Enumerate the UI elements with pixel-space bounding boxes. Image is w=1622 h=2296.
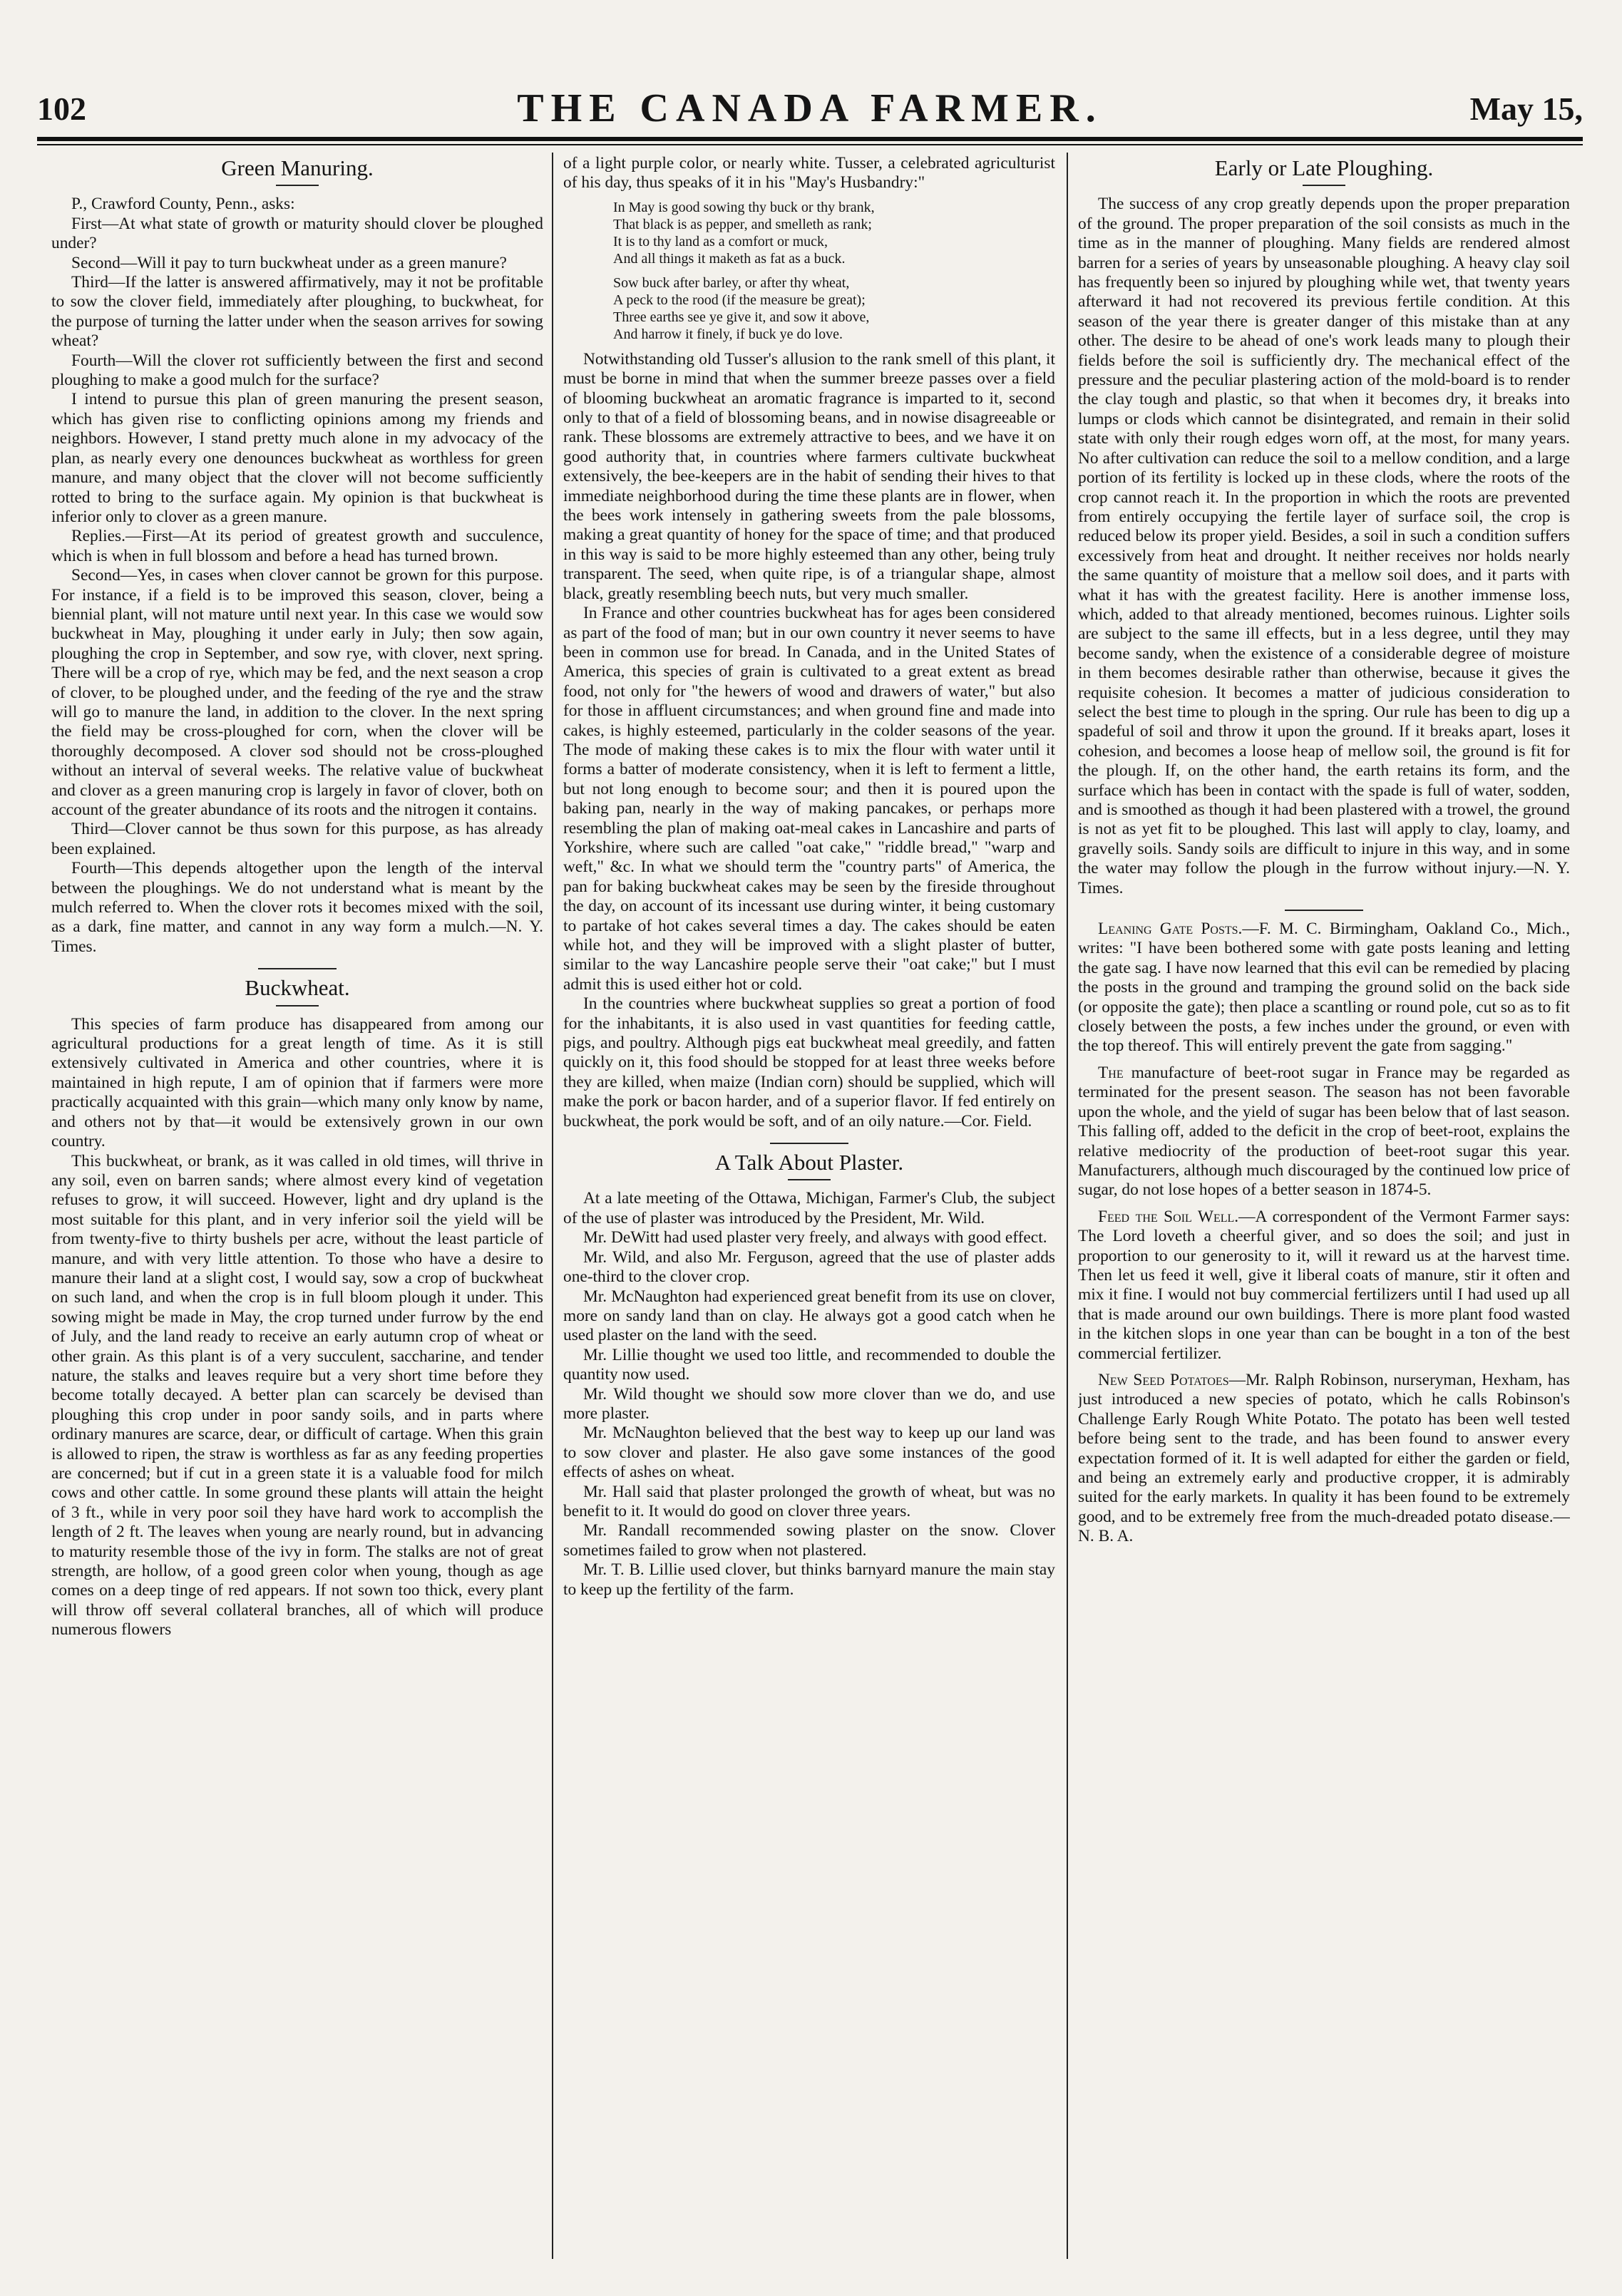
article-paragraph: Mr. McNaughton believed that the best way to keep up our land was to sow clover and plaster. He also gave some instances of the good effects of ashes on wheat. xyxy=(563,1424,1055,1482)
article-paragraph: This species of farm produce has disappeared from among our agricultural productions for a great length of time. As it is still extensively cultivated in America and other countries, where it is maintained in high repute, I am of opinion that if farmers were more practically acquainted with this grain—which many only know by name, and others not by that—it would be extensively grown in our own country. xyxy=(51,1014,543,1151)
heading-rule xyxy=(788,1179,831,1180)
article-paragraph: Mr. Hall said that plaster prolonged the growth of wheat, but was no benefit to it. It would do good on clover three years. xyxy=(563,1482,1055,1520)
news-item xyxy=(1078,1371,1570,1547)
article-paragraph: Replies.—First—At its period of greatest growth and succulence, which is when in full blossom and before a head has turned brown. xyxy=(51,527,543,565)
newspaper-title: THE CANADA FARMER. xyxy=(517,86,1103,130)
poem-line: Three earths see ye give it, and sow it above, xyxy=(613,309,870,325)
item-body: —A correspondent of the Vermont Farmer says: The Lord loveth a cheerful giver, and so does the soil; and just in proportion to our generosity to it, will it reward us at the harvest time. Then let us feed it well, give it liberal coats of manure, stir it often and mix it fine. I would not buy commercial fertilizers until I had used up all that is made around our own buildings. There is more plant food wasted in the kitchen slops in one year than can be bought in a ton of the best commercial fertilizer. xyxy=(1078,1207,1570,1363)
item-body: manufacture of beet-root sugar in France may be regarded as terminated for the present season. The season has not been favorable upon the whole, and the yield of sugar has been below that of last season. This falling off, added to the deficit in the crop of beet-root, explains the relative mediocrity of the production of beet-root sugar this year. Manufacturers, although much discouraged by the continued low price of sugar, do not lose hopes of a better season in 1874-5. xyxy=(1078,1063,1570,1200)
article-paragraph: Mr. Lillie thought we used too little, and recommended to double the quantity now used. xyxy=(563,1345,1055,1384)
article-paragraph: Fourth—This depends altogether upon the length of the interval between the ploughings. We do not understand what is meant by the mulch referred to. When the clover rots it becomes mixed with the soil, as a dark, fine matter, and cannot in any way form a mulch.—N. Y. Times. xyxy=(51,859,543,956)
article-paragraph: At a late meeting of the Ottawa, Michigan, Farmer's Club, the subject of the use of plaster was introduced by the President, Mr. Wild. xyxy=(563,1189,1055,1227)
article-paragraph: This buckwheat, or brank, as it was called in old times, will thrive in any soil, even on barren sands; where almost every kind of vegetation refuses to grow, it will succeed. However, light and dry upland is the most suitable for this plant, and in very inferior soil the yield will be from twenty-five to thirty bushels per acre, without the least particle of manure, and with very little attention. To those who have a desire to manure their land at a slight cost, I would say, sow a crop of buckwheat on such land, and when the crop is in full bloom plough it under. This sowing might be made in May, the crop turned under furrow by the end of July, and the land ready to receive an early autumn crop of wheat or other grain. As this plant is of a very succulent, saccharine, and tender nature, the stalks and leaves require but a very short time before they become totally decayed. A better plan can scarcely be devised than ploughing this crop under in poor sandy soils, and in parts where ordinary manures are scarce, dear, or difficult of cartage. When this grain is allowed to ripen, the straw is worthless as far as any feeding properties are concerned; but if cut in a green state it is a valuable food for milch cows and other cattle. In some ground these plants will attain the height of 3 ft., while in very poor soil they have hard work to accomplish the length of 2 ft. The leaves when young are nearly round, but in advancing to maturity resemble those of the ivy in form. The stalks are not of great strength, are hollow, of a good green color when young, though as age comes on a deep tinge of red appears. If not sown too thick, every plant will throw off several collateral branches, all of which will produce numerous flowers xyxy=(51,1151,543,1639)
article-paragraph: Second—Yes, in cases when clover cannot be grown for this purpose. For instance, if a field is to be improved this season, clover, being a biennial plant, will not mature until next year. In this case we would sow buckwheat in May, ploughing it under early in July; then sow again, ploughing the crop in September, and sow rye, with clover, next spring. There will be a crop of rye, which may be fed, and the next season a crop of clover, to be ploughed under, and the feeding of the rye and the straw will go to manure the land, in addition to the clover. In the next spring the field may be cross-ploughed for corn, when the clover will be thoroughly decomposed. A clover sod should not be cross-ploughed without an interval of several weeks. The relative value of buckwheat and clover as a green manuring crop is largely in favor of clover, both on account of the greater abundance of its roots and the nitrogen it contains. xyxy=(51,566,543,819)
item-lead: Feed the Soil Well. xyxy=(1098,1207,1239,1226)
article-paragraph: Mr. Wild thought we should sow more clover than we do, and use more plaster. xyxy=(563,1384,1055,1423)
article-paragraph: The success of any crop greatly depends upon the proper preparation of the ground. The proper preparation of the soil consists as much in the time as in the manner of ploughing. Many fields are rendered almost barren for a series of years by unseasonable ploughing. A heavy clay soil has frequently been so injured by ploughing while wet, that twenty years afterward it had not recovered its previous fertile condition. At this season of the year there is greater danger of this mistake than at any other. The desire to be ahead of one's work leads many to plough their fields before the soil is sufficiently dry. The mechanical effect of the pressure and the peculiar plastering action of the mold-board is to render the clay tough and plastic, so that when it becomes dry, it breaks into lumps or clods which cannot be disintegrated, and remain in their solid state with only their rough edges worn off, at the most, for many years. No after cultivation can reduce the soil to a mellow condition, and a large portion of its fertility is locked up in these clods, where the roots of the crop cannot reach it. In the proportion in which the roots are prevented from entirely occupying the fertile layer of surface soil, the crop is reduced below its proper yield. Besides, a soil in such a condition suffers excessively from heat and drought. It neither receives nor holds nearly the same quantity of moisture that a mellow soil does, and it parts with what it has with the greatest facility. Here is another immense loss, which, added to that already mentioned, becomes ruinous. Lighter soils are subject to the same ill effects, but in a less degree, until they may become sandy, when the existence of a considerable degree of moisture in them becomes desirable rather than otherwise, because it gives the requisite cohesion. It becomes a matter of judicious consideration to select the best time to plough in the spring. Our rule has been to dig up a spadeful of soil and throw it upon the ground. If it breaks apart, loses it cohesion, and becomes a loose heap of mellow soil, the ground is fit for the plough. If, on the other hand, the earth retains its form, and the surface which has been in contact with the spade is full of water, sodden, and is smoothed as though it had been plastered with a trowel, the ground is not as yet fit to be ploughed. This last will apply to clay, loamy, and gravelly soils. Sandy soils are difficult to injure in this way, and in some the water may follow the plough in the furrow without injury.—N. Y. Times. xyxy=(1078,195,1570,897)
heading-rule xyxy=(1303,185,1345,186)
item-lead: New Seed Potatoes xyxy=(1098,1370,1229,1389)
article-heading-ploughing: Early or Late Ploughing. xyxy=(1214,155,1434,180)
page-number: 102 xyxy=(37,91,86,127)
column-2 xyxy=(563,154,1055,2264)
article-paragraph: Fourth—Will the clover rot sufficiently between the first and second ploughing to make a good mulch for the surface? xyxy=(51,351,543,390)
article-divider xyxy=(258,968,337,969)
poem-line: That black is as pepper, and smelleth as rank; xyxy=(613,216,872,232)
poem-line: It is to thy land as a comfort or muck, xyxy=(613,233,828,249)
heading-rule xyxy=(276,185,319,186)
article-heading-buckwheat: Buckwheat. xyxy=(245,975,350,1001)
poem-quote xyxy=(613,199,1055,343)
article-paragraph: P., Crawford County, Penn., asks: xyxy=(71,195,295,214)
item-body: —F. M. C. Birmingham, Oakland Co., Mich., writes: "I have been bothered some with gate posts leaning and letting the gate sag. I have now learned that this evil can be remedied by placing the posts in the ground and tramping the ground solid on the back side (or opposite the gate); then place a scantling or round pole, cut so as to fit closely between the posts, a few inches under the ground, or even with the top thereof. This will entirely prevent the gate from sagging." xyxy=(1078,920,1570,1056)
article-paragraph: First—At what state of growth or maturity should clover be ploughed under? xyxy=(51,214,543,253)
article-paragraph: In France and other countries buckwheat has for ages been considered as part of the food of man; but in our own country it never seems to have been in common use for bread. In Canada, and in the United States of America, this species of grain is cultivated to a great extent as bread food, not only for "the hewers of wood and drawers of water," but also for those in affluent circumstances; and when ground fine and made into cakes, is highly esteemed, particularly in the colder seasons of the year. The mode of making these cakes is to mix the flour with water until it forms a batter of moderate consistency, when it is left to ferment a little, but not long enough to become sour; and then it is poured upon the baking pan, nearly in the way of making pancakes, or perhaps more resembling the plan of making oat-meal cakes in Lancashire and parts of Yorkshire, where such are called "oat cake," "riddle bread," "warp and weft," &c. In what we should term the "country parts" of America, the pan for baking buckwheat cakes may be seen by the fireside throughout the day, on account of its incessant use during winter, it being customary to partake of hot cakes several times a day. The cakes should be eaten while hot, and they will be improved with a slight plaster of butter, similar to the way Lancashire people serve their "oat cake;" but I must admit this is used either hot or cold. xyxy=(563,604,1055,994)
poem-line: In May is good sowing thy buck or thy brank, xyxy=(613,199,875,215)
article-paragraph: Third—Clover cannot be thus sown for this purpose, as has already been explained. xyxy=(51,820,543,858)
header-rule-thick xyxy=(37,137,1583,141)
article-paragraph: I intend to pursue this plan of green manuring the present season, which has given rise to conflicting opinions among my friends and neighbors. However, I stand pretty much alone in my advocacy of the plan, as nearly every one denounces buckwheat as worthless for green manure, and many object that the clover will not become sufficiently rotted to bring to the surface again. My opinion is that buckwheat is inferior only to clover as a green manure. xyxy=(51,390,543,526)
poem-line: And harrow it finely, if buck ye do love. xyxy=(613,326,843,342)
item-lead: The xyxy=(1098,1063,1124,1082)
issue-date: May 15, xyxy=(1469,91,1583,127)
article-divider xyxy=(1285,910,1363,911)
column-divider xyxy=(1067,153,1068,2259)
article-paragraph: Mr. DeWitt had used plaster very freely, and always with good effect. xyxy=(583,1228,1047,1247)
article-paragraph: Mr. McNaughton had experienced great benefit from its use on clover, more on sandy land than on clay. He always got a good catch when he used plaster on the land with the seed. xyxy=(563,1287,1055,1345)
article-divider xyxy=(770,1143,848,1144)
article-paragraph: of a light purple color, or nearly white. Tusser, a celebrated agriculturist of his day, thus speaks of it in his "May's Husbandry:" xyxy=(563,154,1055,192)
poem-line: A peck to the rood (if the measure be great); xyxy=(613,292,866,308)
news-item xyxy=(1078,1208,1570,1364)
article-paragraph: Notwithstanding old Tusser's allusion to the rank smell of this plant, it must be borne in mind that when the summer breeze passes over a field of blooming buckwheat an aromatic fragrance is imparted to it, second only to that of a field of blossoming beans, and in nowise disagreeable or rank. These blossoms are extremely attractive to bees, and we have it on good authority that, in countries where farmers cultivate buckwheat extensively, the bee-keepers are in the habit of sending their hives to that immediate neighborhood during the time these plants are in flower, when the bees work intensely in gathering sweets from the pale blossoms, making a great quantity of honey for the space of time; and that produced in this way is said to be more highly esteemed than any other, being truly transparent. The seed, when quite ripe, is of a triangular shape, almost black, greatly resembling beech nuts, but very much smaller. xyxy=(563,349,1055,603)
item-lead: Leaning Gate Posts. xyxy=(1098,920,1243,939)
article-paragraph: Mr. T. B. Lillie used clover, but thinks barnyard manure the main stay to keep up the fertility of the farm. xyxy=(563,1560,1055,1599)
header-rule-thin xyxy=(37,144,1583,145)
article-paragraph: Mr. Randall recommended sowing plaster on the snow. Clover sometimes failed to grow when not plastered. xyxy=(563,1521,1055,1560)
article-heading-plaster: A Talk About Plaster. xyxy=(714,1150,904,1175)
column-1 xyxy=(51,154,543,2264)
news-item xyxy=(1078,1064,1570,1200)
news-item xyxy=(1078,920,1570,1056)
heading-rule xyxy=(276,1005,319,1007)
column-3 xyxy=(1078,154,1570,2264)
article-paragraph: Mr. Wild, and also Mr. Ferguson, agreed that the use of plaster adds one-third to the clover crop. xyxy=(563,1247,1055,1287)
article-heading-green-manuring: Green Manuring. xyxy=(221,155,374,180)
article-paragraph: Third—If the latter is answered affirmatively, may it not be profitable to sow the clover field, immediately after ploughing, to buckwheat, for the purpose of turning the latter under when the season arrives for sowing wheat? xyxy=(51,273,543,351)
poem-line: And all things it maketh as fat as a buck. xyxy=(613,250,846,267)
item-body: —Mr. Ralph Robinson, nurseryman, Hexham, has just introduced a new species of potato, which he calls Robinson's Challenge Early Rough White Potato. The potato has been well tested before being sent to the trade, and has been found to answer every expectation formed of it. It is well adapted for either the garden or field, and being an extremely early and productive cropper, it is admirably suited for the early markets. In quality it has been found to be extremely good, and to be extremely free from the much-dreaded potato disease.—N. B. A. xyxy=(1078,1370,1570,1546)
article-paragraph: Second—Will it pay to turn buckwheat under as a green manure? xyxy=(71,253,507,272)
column-divider xyxy=(552,153,553,2259)
masthead xyxy=(37,77,1583,145)
stanza-gap xyxy=(613,267,1055,274)
article-paragraph: In the countries where buckwheat supplies so great a portion of food for the inhabitants, it is also used in vast quantities for feeding cattle, pigs, and poultry. Although pigs eat buckwheat meal greedily, and fatten quickly on it, this food should be stopped for at least three weeks before they are killed, when maize (Indian corn) should be supplied, which will make the pork or bacon harder, and of a superior flavor. If fed entirely on buckwheat, the pork would be soft, and of an oily nature.—Cor. Field. xyxy=(563,994,1055,1131)
poem-line: Sow buck after barley, or after thy wheat, xyxy=(613,274,850,291)
